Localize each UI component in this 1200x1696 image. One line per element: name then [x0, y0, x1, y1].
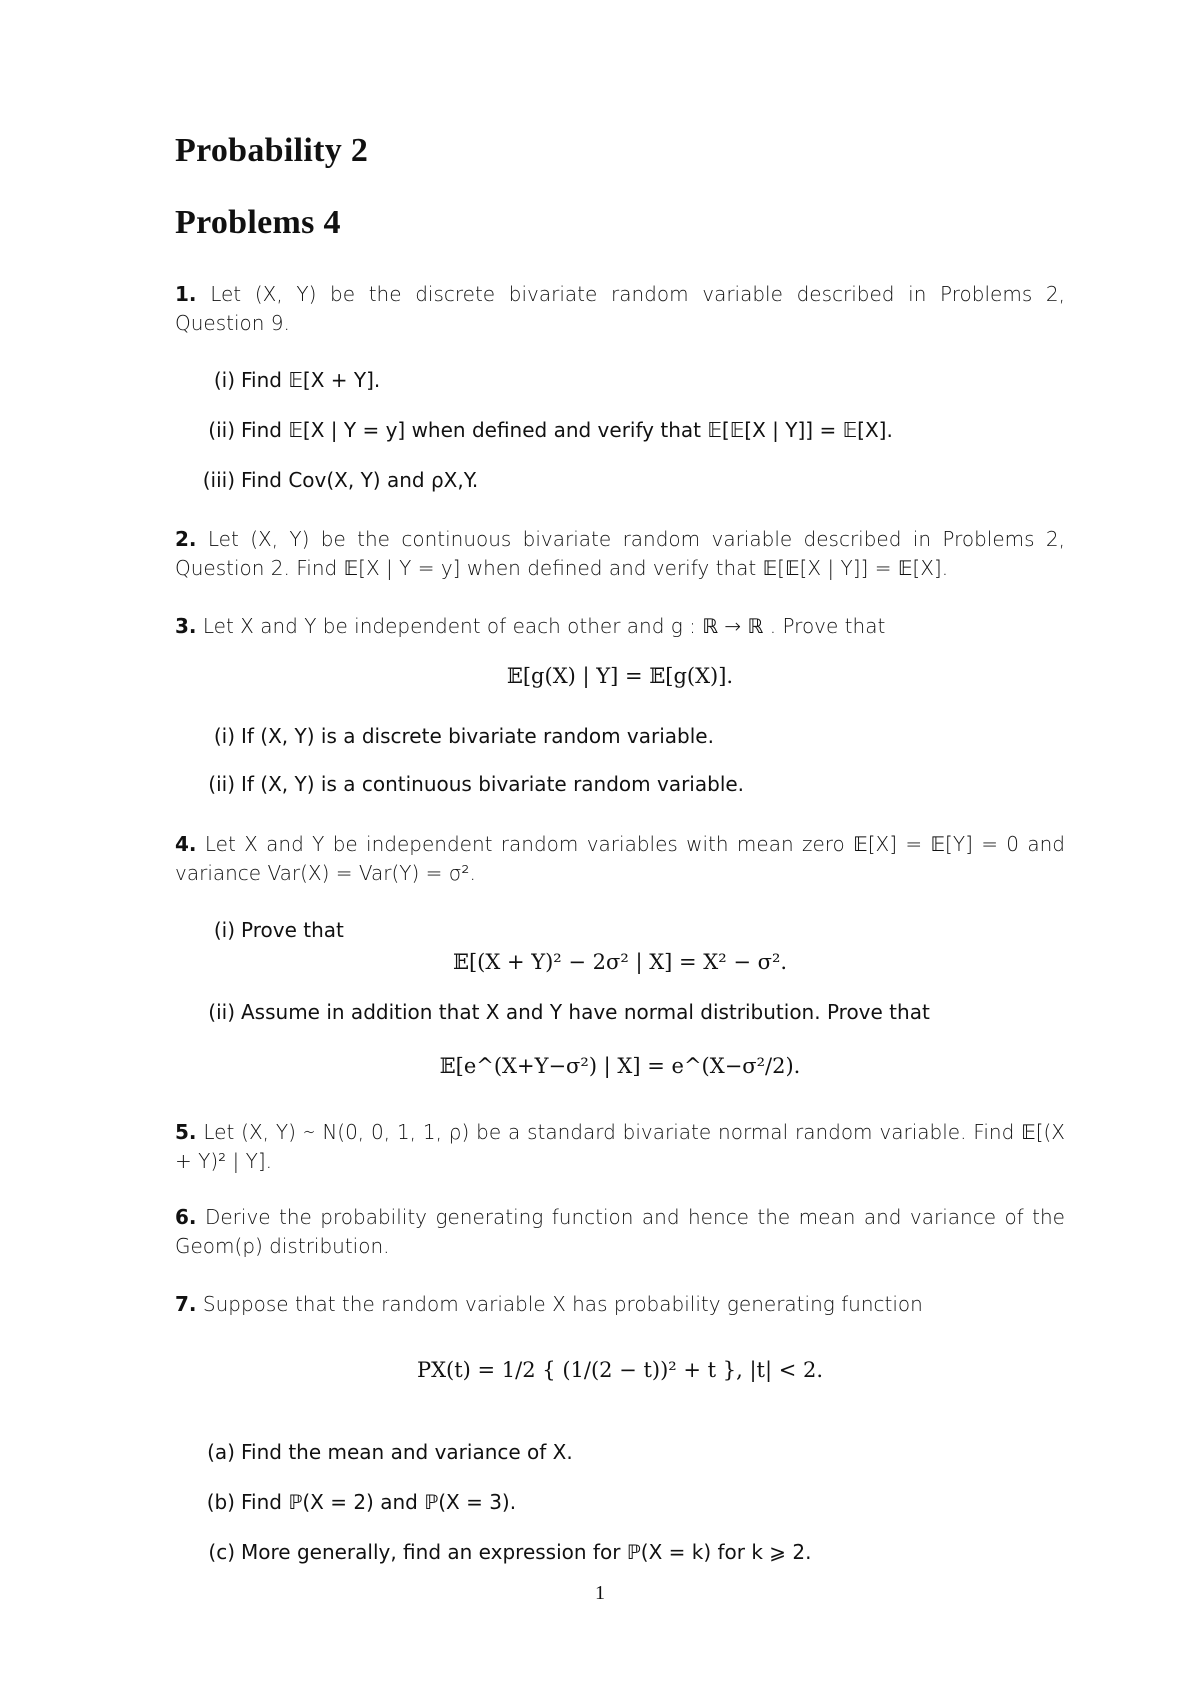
- question-text: Let X and Y be independent random variables with mean zero 𝔼[X] = 𝔼[Y] = 0 and variance Var(X) = Var(Y) = σ².: [175, 832, 1065, 885]
- course-title: Probability 2: [175, 132, 369, 169]
- question-text: Let X and Y be independent of each other and g : ℝ → ℝ . Prove that: [202, 614, 886, 638]
- q1-part-ii: [175, 418, 893, 442]
- page-number: 1: [595, 1582, 605, 1604]
- q3-part-ii: [175, 772, 744, 796]
- question-4: [175, 830, 1065, 888]
- question-text: Let (X, Y) be the continuous bivariate random variable described in Problems 2, Question 2. Find 𝔼[X | Y = y] when defined and verify that 𝔼[𝔼[X | Y]] = 𝔼[X].: [175, 527, 1066, 580]
- q4-i-display-equation: 𝔼[(X + Y)² − 2σ² | X] = X² − σ².: [452, 950, 788, 974]
- question-number: 6.: [175, 1205, 197, 1229]
- part-label: (i): [213, 918, 235, 942]
- question-number: 4.: [175, 832, 197, 856]
- part-text: Find Cov(X, Y) and ρX,Y.: [241, 468, 479, 492]
- question-number: 2.: [175, 527, 197, 551]
- q7-part-c: [175, 1540, 812, 1564]
- q1-part-i: [175, 368, 380, 392]
- q4-ii-display-equation: 𝔼[e^(X+Y−σ²) | X] = e^(X−σ²/2).: [439, 1054, 801, 1078]
- q3-part-i: [175, 724, 714, 748]
- q4-part-ii: [175, 1000, 930, 1024]
- part-text: More generally, find an expression for ℙ(X = k) for k ⩾ 2.: [241, 1540, 812, 1564]
- part-text: Find 𝔼[X | Y = y] when defined and verify that 𝔼[𝔼[X | Y]] = 𝔼[X].: [241, 418, 893, 442]
- question-number: 5.: [175, 1120, 197, 1144]
- part-text: Find ℙ(X = 2) and ℙ(X = 3).: [241, 1490, 517, 1514]
- part-label: (ii): [208, 772, 235, 796]
- q7-part-b: [175, 1490, 516, 1514]
- question-text: Derive the probability generating function and hence the mean and variance of the Geom(p) distribution.: [175, 1205, 1065, 1258]
- q1-part-iii: [175, 468, 478, 492]
- question-6: [175, 1203, 1065, 1261]
- q3-display-equation: 𝔼[g(X) | Y] = 𝔼[g(X)].: [506, 664, 734, 688]
- part-label: (ii): [208, 418, 235, 442]
- question-text: Let (X, Y) be the discrete bivariate random variable described in Problems 2, Question 9.: [175, 282, 1065, 335]
- question-number: 3.: [175, 614, 197, 638]
- q7-part-a: [175, 1440, 573, 1464]
- part-label: (b): [206, 1490, 235, 1514]
- part-label: (c): [208, 1540, 235, 1564]
- question-7: [175, 1290, 1065, 1319]
- question-text: Let (X, Y) ∼ N(0, 0, 1, 1, ρ) be a standard bivariate normal random variable. Find 𝔼[(X + Y)² | Y].: [175, 1120, 1066, 1173]
- q7-display-equation: PX(t) = 1/2 { (1/(2 − t))² + t }, |t| < 2.: [416, 1358, 824, 1382]
- question-3: [175, 612, 1065, 641]
- q4-part-i: [175, 918, 344, 942]
- part-label: (i): [213, 368, 235, 392]
- part-text: Prove that: [241, 918, 344, 942]
- part-label: (ii): [208, 1000, 235, 1024]
- question-number: 1.: [175, 282, 197, 306]
- part-text: If (X, Y) is a discrete bivariate random variable.: [241, 724, 714, 748]
- part-label: (i): [213, 724, 235, 748]
- part-label: (a): [207, 1440, 235, 1464]
- question-2: [175, 525, 1065, 583]
- part-text: Assume in addition that X and Y have normal distribution. Prove that: [241, 1000, 930, 1024]
- part-label: (iii): [202, 468, 235, 492]
- sheet-title: Problems 4: [175, 204, 341, 241]
- question-5: [175, 1118, 1065, 1176]
- part-text: Find the mean and variance of X.: [241, 1440, 573, 1464]
- question-number: 7.: [175, 1292, 197, 1316]
- part-text: If (X, Y) is a continuous bivariate random variable.: [241, 772, 745, 796]
- part-text: Find 𝔼[X + Y].: [241, 368, 381, 392]
- question-1: [175, 280, 1065, 338]
- question-text: Suppose that the random variable X has probability generating function: [202, 1292, 923, 1316]
